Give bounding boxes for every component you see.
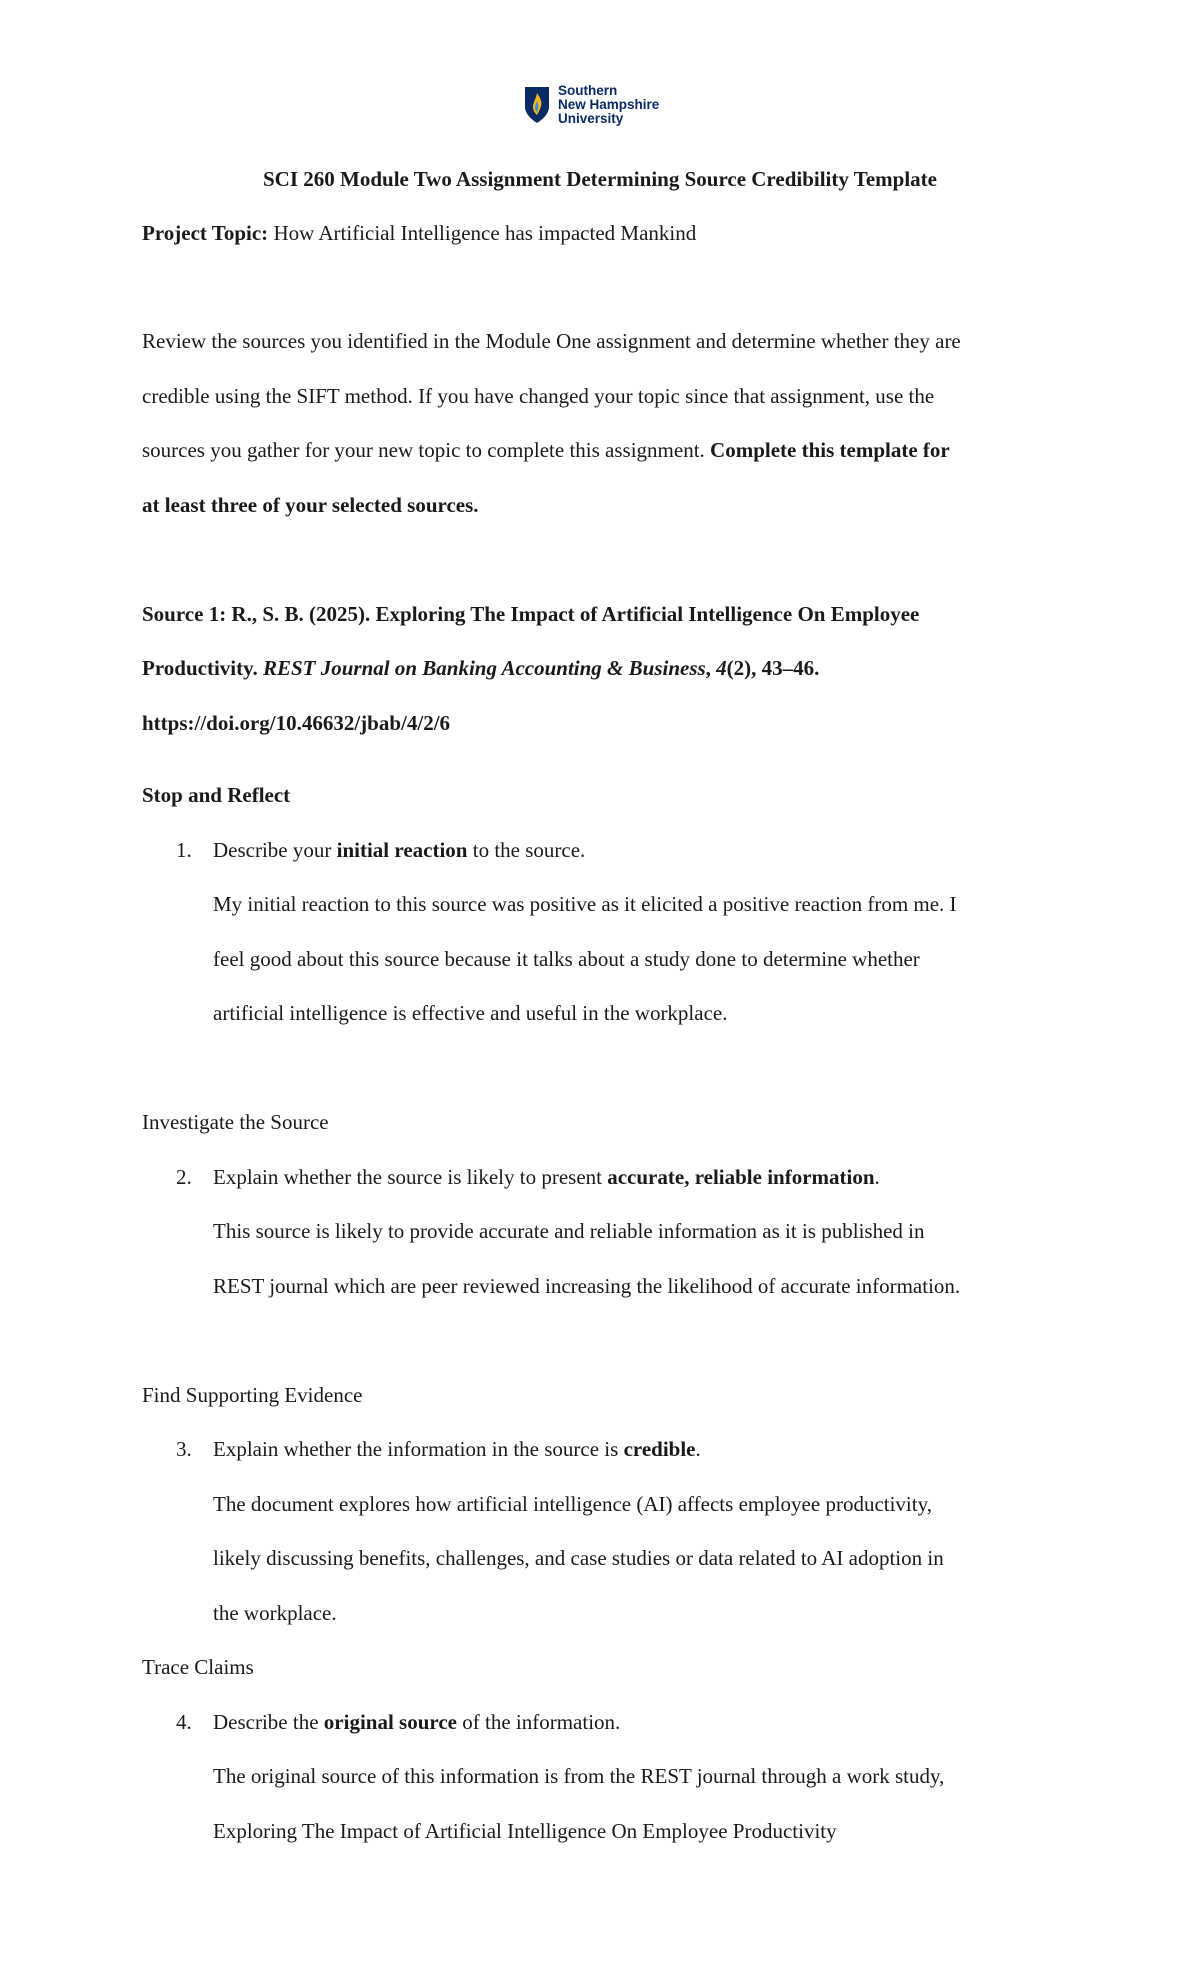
question-3-text-b: credible	[623, 1437, 696, 1461]
logo-line-2: New Hampshire	[558, 97, 660, 112]
source-1-line-2	[142, 655, 819, 681]
source-1-line-1	[142, 601, 919, 627]
question-4-text-a: Describe the	[213, 1710, 324, 1734]
trace-claims-heading-text: Trace Claims	[142, 1655, 254, 1679]
intro-line-4	[142, 492, 479, 518]
logo-wordmark	[558, 84, 659, 126]
answer-2-text-2: REST journal which are peer reviewed increasing the likelihood of accurate information.	[213, 1274, 961, 1298]
intro-text-3b: Complete this template for	[710, 438, 950, 462]
investigate-heading-text: Investigate the Source	[142, 1110, 329, 1134]
answer-3-text-1: The document explores how artificial intelligence (AI) affects employee productivity,	[213, 1492, 932, 1516]
question-2-number	[176, 1164, 192, 1190]
source-1-text-1: Source 1: R., S. B. (2025). Exploring The Impact of Artificial Intelligence On Employee	[142, 602, 920, 626]
question-2	[213, 1164, 880, 1190]
trace-claims-heading	[142, 1654, 254, 1680]
project-topic-label: Project Topic:	[142, 221, 269, 245]
intro-text-1: Review the sources you identified in the Module One assignment and determine whether they are	[142, 329, 961, 353]
answer-3-line-1	[213, 1491, 932, 1517]
question-1-text-c: to the source.	[467, 838, 586, 862]
source-1-volume: 4	[716, 656, 727, 680]
answer-2-line-1	[213, 1218, 924, 1244]
university-logo	[524, 84, 659, 126]
question-1-text-a: Describe your	[213, 838, 337, 862]
question-2-text-b: accurate, reliable information	[607, 1165, 875, 1189]
stop-reflect-heading	[142, 782, 290, 808]
question-1	[213, 837, 585, 863]
source-1-doi: https://doi.org/10.46632/jbab/4/2/6	[142, 711, 451, 735]
answer-1-text-1: My initial reaction to this source was positive as it elicited a positive reaction from me. I	[213, 892, 957, 916]
question-3-text-a: Explain whether the information in the source is	[213, 1437, 624, 1461]
answer-1-line-2	[213, 946, 920, 972]
question-3-number-text: 3.	[176, 1437, 192, 1461]
question-4-number-text: 4.	[176, 1710, 192, 1734]
source-1-journal: REST Journal on Banking Accounting & Business	[262, 656, 706, 680]
question-1-number-text: 1.	[176, 838, 192, 862]
answer-4-text-1: The original source of this information is from the REST journal through a work study,	[213, 1764, 945, 1788]
question-4-text-c: of the information.	[457, 1710, 621, 1734]
answer-3-text-3: the workplace.	[213, 1601, 337, 1625]
shield-flame-icon	[524, 85, 550, 125]
answer-3-line-3	[213, 1600, 337, 1626]
answer-4-line-2	[213, 1818, 837, 1844]
source-1-title-end: Productivity.	[142, 656, 263, 680]
intro-text-4: at least three of your selected sources.	[142, 493, 479, 517]
question-2-number-text: 2.	[176, 1165, 192, 1189]
intro-text-2: credible using the SIFT method. If you have changed your topic since that assignment, use the	[142, 384, 935, 408]
question-4	[213, 1709, 620, 1735]
intro-text-3a: sources you gather for your new topic to complete this assignment.	[142, 438, 711, 462]
investigate-heading	[142, 1109, 329, 1135]
question-2-text-c: .	[874, 1165, 880, 1189]
question-2-text-a: Explain whether the source is likely to present	[213, 1165, 608, 1189]
document-title	[0, 166, 1200, 192]
find-evidence-heading	[142, 1382, 362, 1408]
question-3-text-c: .	[695, 1437, 701, 1461]
intro-line-1	[142, 328, 961, 354]
question-3-number	[176, 1436, 192, 1462]
logo-line-1: Southern	[558, 83, 618, 98]
answer-2-text-1: This source is likely to provide accurate and reliable information as it is published in	[213, 1219, 925, 1243]
answer-4-text-2: Exploring The Impact of Artificial Intelligence On Employee Productivity	[213, 1819, 837, 1843]
stop-reflect-heading-text: Stop and Reflect	[142, 783, 291, 807]
answer-1-text-2: feel good about this source because it talks about a study done to determine whether	[213, 947, 920, 971]
question-1-text-b: initial reaction	[336, 838, 468, 862]
question-3	[213, 1436, 701, 1462]
answer-1-line-3	[213, 1000, 727, 1026]
find-evidence-heading-text: Find Supporting Evidence	[142, 1383, 363, 1407]
source-1-issue-pages: (2), 43–46.	[726, 656, 820, 680]
project-topic	[142, 220, 696, 246]
source-1-sep: ,	[705, 656, 717, 680]
project-topic-value: How Artificial Intelligence has impacted Mankind	[268, 221, 697, 245]
source-1-line-3	[142, 710, 450, 736]
question-1-number	[176, 837, 192, 863]
answer-1-text-3: artificial intelligence is effective and useful in the workplace.	[213, 1001, 728, 1025]
question-4-number	[176, 1709, 192, 1735]
title-text: SCI 260 Module Two Assignment Determining Source Credibility Template	[263, 167, 937, 191]
question-4-text-b: original source	[323, 1710, 457, 1734]
intro-line-3	[142, 437, 950, 463]
answer-4-line-1	[213, 1763, 944, 1789]
answer-3-text-2: likely discussing benefits, challenges, and case studies or data related to AI adoption in	[213, 1546, 944, 1570]
logo-line-3: University	[558, 111, 624, 126]
answer-1-line-1	[213, 891, 957, 917]
answer-2-line-2	[213, 1273, 960, 1299]
intro-line-2	[142, 383, 934, 409]
answer-3-line-2	[213, 1545, 944, 1571]
